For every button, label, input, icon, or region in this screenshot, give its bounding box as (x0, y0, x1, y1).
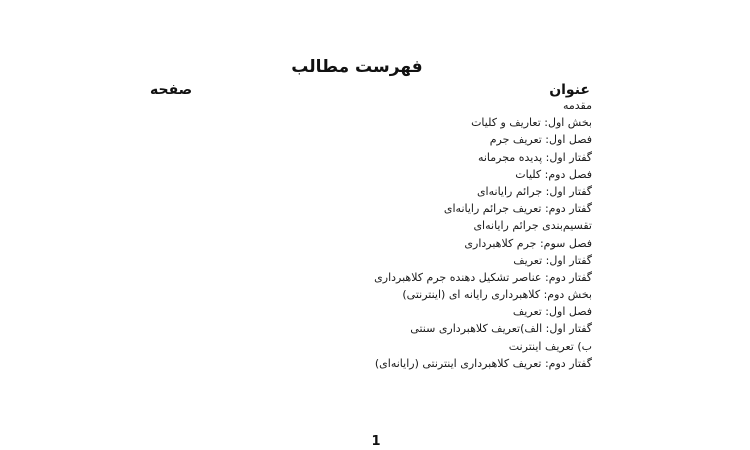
toc-page-column-header: صفحه (150, 82, 193, 98)
toc-entry: گفتار دوم: تعریف کلاهبرداری اینترنتی (رایانه‌ای) (374, 356, 592, 370)
toc-entry: فصل دوم: کلیات (515, 167, 592, 181)
toc-entry: گفتار اول: تعریف (513, 253, 592, 267)
toc-entry: گفتار دوم: عناصر تشکیل دهنده جرم کلاهبرداری (374, 270, 592, 284)
table-of-contents (192, 97, 592, 372)
toc-entry: بخش اول: تعاریف و کلیات (471, 116, 592, 130)
toc-entry: مقدمه (562, 99, 592, 112)
toc-entry: ب) تعریف اینترنت (508, 339, 592, 353)
toc-entry: فصل سوم: جرم کلاهبرداری (464, 236, 592, 250)
page-number: 1 (371, 434, 381, 449)
toc-title-column-header: عنوان (549, 82, 590, 98)
toc-entry: فصل اول: تعریف (512, 305, 592, 319)
toc-entry: گفتار دوم: تعریف جرائم رایانه‌ای (443, 202, 592, 216)
toc-entry: تقسیم‌بندی جرائم رایانه‌ای (473, 219, 592, 233)
toc-entry: گفتار اول: جرائم رایانه‌ای (476, 184, 592, 198)
toc-entry: بخش دوم: کلاهبرداری رایانه ای (اینترنتی) (402, 288, 592, 302)
toc-entry: فصل اول: تعریف جرم (489, 133, 592, 147)
document-title: فهرست مطالب (291, 57, 423, 77)
toc-entry: گفتار اول: الف)تعریف کلاهبرداری سنتی (410, 322, 592, 336)
toc-entry: گفتار اول: پدیده مجرمانه (477, 150, 592, 164)
